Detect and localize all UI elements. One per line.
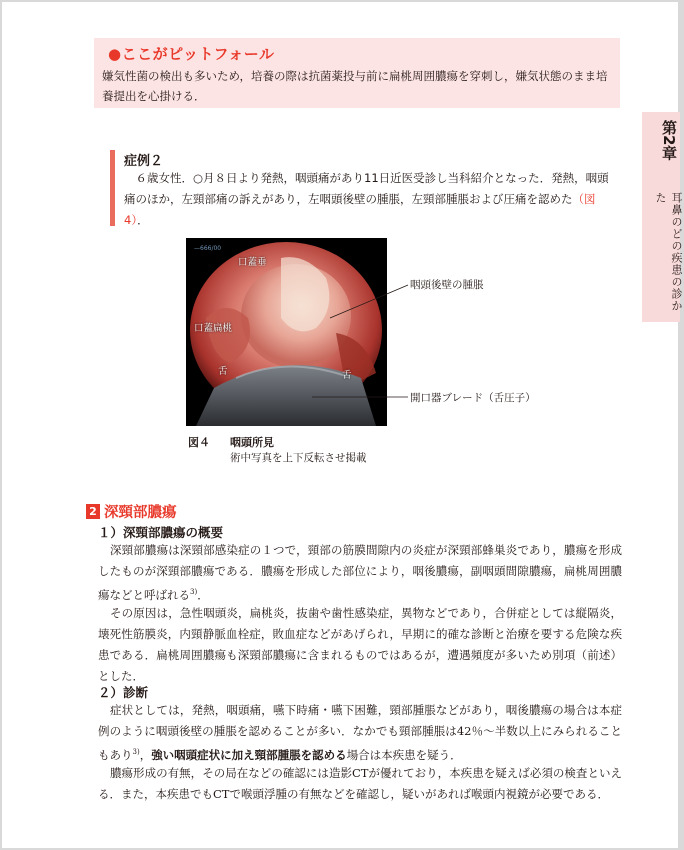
citation-sup: 3)	[132, 748, 140, 756]
subsection-heading-diagnosis: ２）診断	[98, 685, 149, 700]
case-title: 症例２	[124, 154, 164, 169]
overview-p1-text: 深頸部膿瘍は深頸部感染症の１つで，頸部の筋膜間隙内の炎症が深頸部蜂巣炎であり，膿瘍を形成したものが深頸部膿瘍である．膿瘍を形成した部位により，咽後膿瘍，副咽頭間隙膿瘍，扁桃周囲膿瘍などと呼ばれる	[98, 543, 622, 602]
section-number-badge: 2	[86, 504, 100, 519]
diagnosis-paragraph-1	[98, 700, 622, 766]
subsection-heading-overview: １）深頸部膿瘍の概要	[98, 525, 224, 540]
case-text-end: ．	[137, 213, 149, 227]
callout-swelling: 咽頭後壁の腫脹	[410, 279, 484, 291]
diagnosis-p1-comma: ，	[139, 747, 152, 762]
label-tonsil: 口蓋扁桃	[194, 323, 233, 334]
label-uvula: 口蓋垂	[238, 257, 267, 268]
label-tongue-left: 舌	[218, 366, 228, 377]
figure-title: 咽頭所見	[230, 436, 274, 449]
figure-reference-link[interactable]: （図4）	[124, 192, 596, 227]
svg-text:—666/00: —666/00	[194, 245, 222, 252]
figure-note: 術中写真を上下反転させ掲載	[230, 452, 367, 464]
section-title: 深頸部膿瘍	[104, 505, 177, 521]
overview-paragraph-2: その原因は，急性咽頭炎，扁桃炎，抜歯や歯性感染症，異物などであり，合併症としては縦隔炎，壊死性筋膜炎，内頸静脈血栓症，敗血症などがあげられ，早期に的確な診断と治療を要する危険な疾患である．扁桃周囲膿瘍も深頸部膿瘍に含まれるものではあるが，遭遇頻度が多いため別項（前述）とした．	[98, 606, 622, 683]
overview-paragraph-1	[98, 540, 622, 606]
overview-p1-end: ．	[197, 587, 209, 602]
chapter-number: 第2章	[660, 120, 678, 161]
diagnosis-paragraph-2: 膿瘍形成の有無，その局在などの確認には造影CTが優れており，本疾患を疑えば必須の検査といえる．また，本疾患でもCTで喉頭浮腫の有無などを確認し，疑いがあれば喉頭内視鏡が必要である．	[98, 766, 622, 801]
diagnosis-p1-end: 場合は本疾患を疑う．	[346, 747, 462, 762]
diagnosis-key-point: 強い咽頭症状に加え頸部腫脹を認める	[151, 747, 347, 762]
chapter-title: 耳鼻のどの疾患の診かた	[654, 192, 683, 312]
citation-sup: 3)	[190, 588, 198, 596]
label-tongue-right: 舌	[342, 370, 352, 381]
pitfall-title: ●ここがピットフォール	[108, 45, 275, 63]
pitfall-body: 嫌気性菌の検出も多いため，培養の際は抗菌薬投与前に扁桃周囲膿瘍を穿刺し，嫌気状態のまま培養提出を心掛ける．	[102, 69, 608, 103]
diagnosis-p1-text: 症状としては，発熱，咽頭痛，嚥下時痛・嚥下困難，頸部腫脹などがあり，咽後膿瘍の場合は本症例のように咽頭後壁の腫脹を認めることが多い．なかでも頸部腫脹は42％～半数以上にみられることもあり	[98, 703, 622, 762]
figure-number: 図４	[188, 436, 210, 449]
case-text: ６歳女性．○月８日より発熱，咽頭痛があり11日近医受診し当科紹介となった．発熱，咽頭痛のほか，左頸部痛の訴えがあり，左咽頭後壁の腫脹，左頸部腫脹および圧痛を認めた	[124, 171, 609, 206]
callout-blade: 開口器ブレード（舌圧子）	[410, 392, 536, 404]
